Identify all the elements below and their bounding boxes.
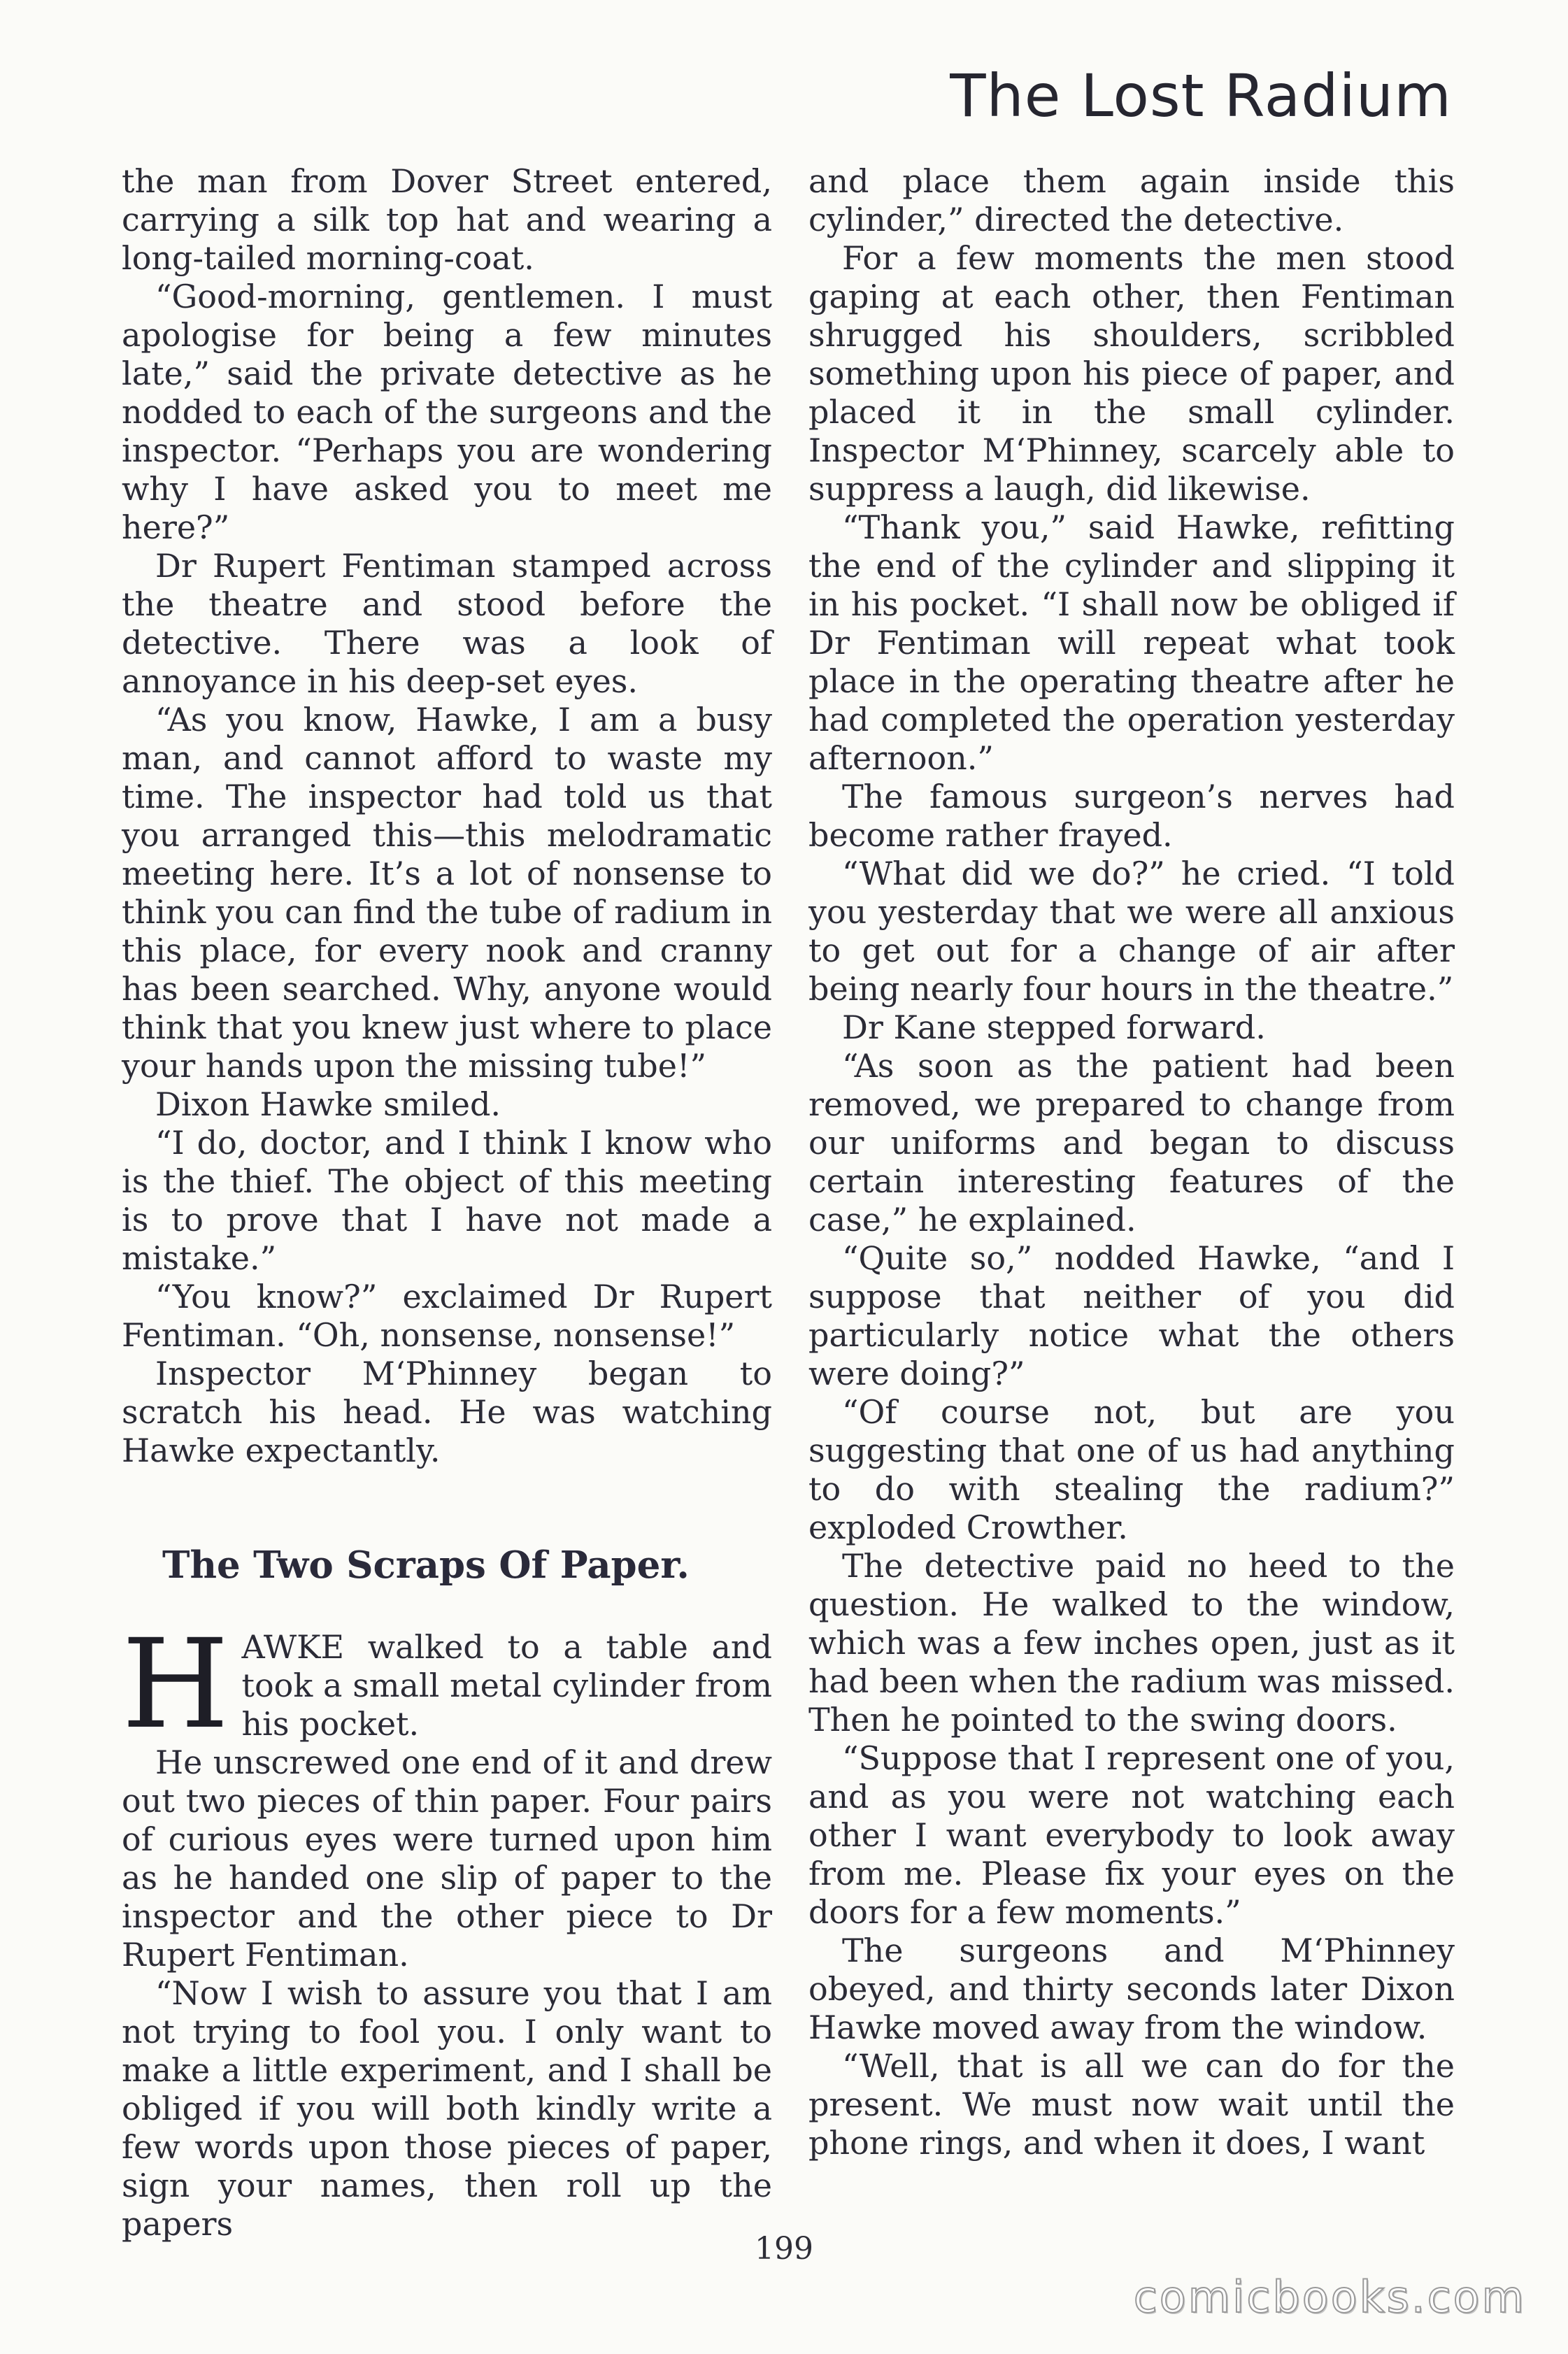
paragraph: “Suppose that I represent one of you, and as you were not watching each other I want everybody to look away from me. Please fix your eyes on the doors for a few moments.”	[808, 1739, 1455, 1931]
paragraph: “Good-morning, gentlemen. I must apologise for being a few minutes late,” said the private detective as he nodded to each of the surgeons and the inspector. “Perhaps you are wondering why I have asked you to meet me here?”	[122, 278, 772, 546]
section-heading: The Two Scraps Of Paper.	[162, 1543, 690, 1587]
paragraph: For a few moments the men stood gaping at each other, then Fentiman shrugged his shoulders, scribbled something upon his piece of paper, and placed it in the small cylinder. Inspector M‘Phinney, scarcely able to suppress a laugh, did likewise.	[808, 239, 1455, 508]
paragraph: “I do, doctor, and I think I know who is the thief. The object of this meeting is to prove that I have not made a mistake.”	[122, 1124, 772, 1277]
paragraph: and place them again inside this cylinder,” directed the detective.	[808, 162, 1455, 238]
paragraph: The detective paid no heed to the question. He walked to the window, which was a few inches open, just as it had been when the radium was missed. Then he pointed to the swing doors.	[808, 1547, 1455, 1739]
paragraph: He unscrewed one end of it and drew out two pieces of thin paper. Four pairs of curious eyes were turned upon him as he handed one slip of paper to the inspector and the other piece to Dr Rupert Fentiman.	[122, 1743, 772, 1974]
left-column	[122, 162, 772, 1470]
right-column	[808, 162, 1455, 2162]
watermark: comicbooks.com	[1133, 2271, 1526, 2323]
paragraph: The famous surgeon’s nerves had become rather frayed.	[808, 778, 1455, 854]
paragraph: The surgeons and M‘Phinney obeyed, and thirty seconds later Dixon Hawke moved away from the window.	[808, 1932, 1455, 2046]
paragraph: Dr Kane stepped forward.	[842, 1008, 1266, 1046]
paragraph: “What did we do?” he cried. “I told you yesterday that we were all anxious to get out for a change of air after being nearly four hours in the theatre.”	[808, 855, 1455, 1008]
paragraph: “Thank you,” said Hawke, refitting the end of the cylinder and slipping it in his pocket. “I shall now be obliged if Dr Fentiman will repeat what took place in the operating theatre after he had completed the operation yesterday afternoon.”	[808, 508, 1455, 777]
paragraph: Inspector M‘Phinney began to scratch his head. He was watching Hawke expectantly.	[122, 1355, 772, 1469]
running-title: The Lost Radium	[950, 62, 1452, 130]
dropcap-letter: H	[122, 1613, 229, 1756]
paragraph: “You know?” exclaimed Dr Rupert Fentiman. “Oh, nonsense, nonsense!”	[122, 1278, 772, 1354]
left-column-section	[122, 1613, 772, 2244]
dropcap-paragraph	[122, 1613, 772, 1756]
paragraph: Dixon Hawke smiled.	[155, 1085, 501, 1123]
page-number: 199	[755, 2231, 813, 2267]
paragraph: Dr Rupert Fentiman stamped across the theatre and stood before the detective. There was a look of annoyance in his deep-set eyes.	[122, 547, 772, 700]
paragraph: “As you know, Hawke, I am a busy man, and cannot afford to waste my time. The inspector had told us that you arranged this—this melodramatic meeting here. It’s a lot of nonsense to think you can find the tube of radium in this place, for every nook and cranny has been searched. Why, anyone would think that you knew just where to place your hands upon the missing tube!”	[122, 701, 772, 1085]
section-heading-wrap	[162, 1544, 792, 1586]
paragraph: “Quite so,” nodded Hawke, “and I suppose that neither of you did particularly notice what the others were doing?”	[808, 1239, 1455, 1392]
dropcap-paragraph-text: AWKE walked to a table and took a small metal cylinder from his pocket.	[241, 1628, 772, 1743]
paragraph: “As soon as the patient had been removed, we prepared to change from our uniforms and began to discuss certain interesting features of the case,” he explained.	[808, 1047, 1455, 1239]
paragraph: “Of course not, but are you suggesting that one of us had anything to do with stealing the radium?” exploded Crowther.	[808, 1393, 1455, 1546]
paragraph: “Now I wish to assure you that I am not trying to fool you. I only want to make a little experiment, and I shall be obliged if you will both kindly write a few words upon those pieces of paper, sign your names, then roll up the papers	[122, 1974, 772, 2243]
paragraph: the man from Dover Street entered, carrying a silk top hat and wearing a long-tailed morning-coat.	[122, 162, 772, 277]
paragraph: “Well, that is all we can do for the present. We must now wait until the phone rings, and when it does, I want	[808, 2047, 1455, 2162]
